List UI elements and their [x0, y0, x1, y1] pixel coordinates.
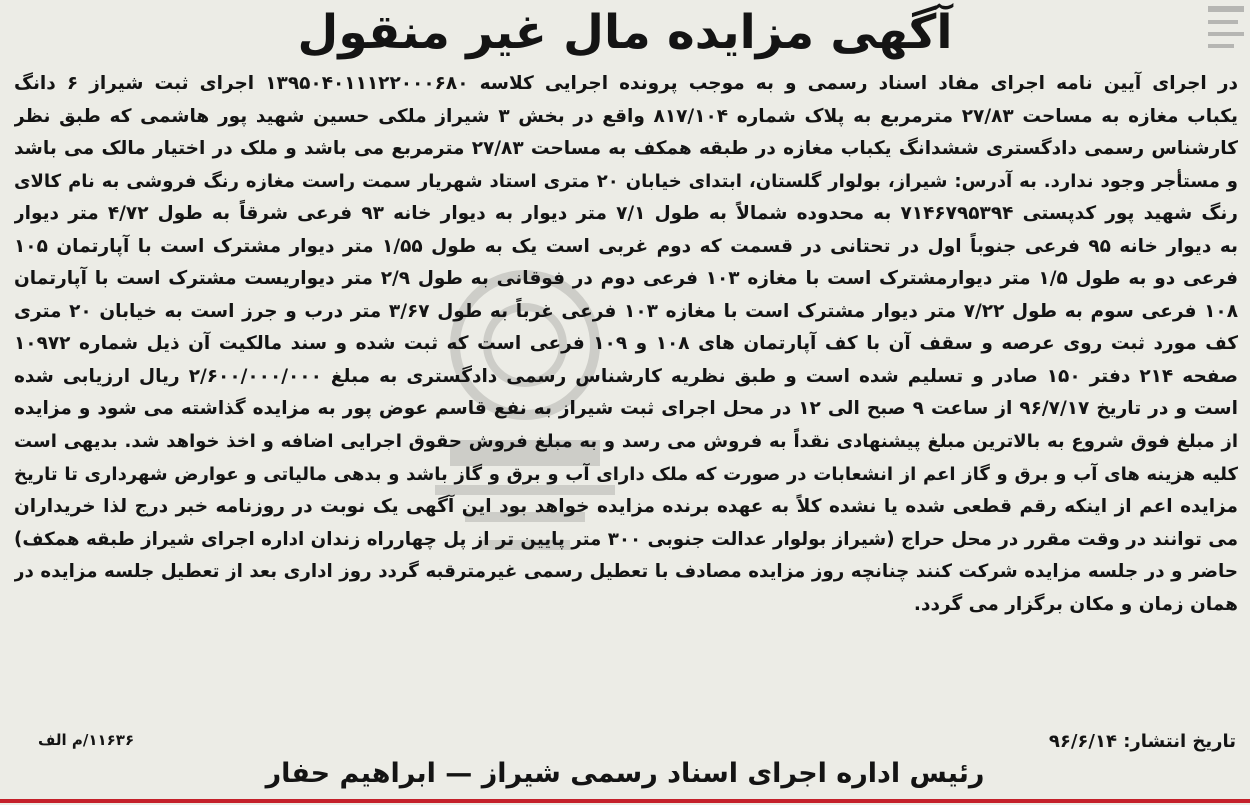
- notice-body: [14, 68, 1238, 621]
- notice-title: آگهی مزایده مال غیر منقول: [297, 5, 953, 60]
- notice-body-line: کارشناس رسمی دادگستری ششدانگ یکباب مغازه در طبقه همکف به مساحت ۲۷/۸۳ مترمربع می باشد و ملک در اختیار مالک می باشد: [14, 138, 1238, 160]
- notice-body-line: ۱۰۸ فرعی سوم به طول ۷/۲۲ متر دیوار مشترک است با مغازه ۱۰۳ فرعی غرباً به طول ۳/۶۷ متر درب و جرز است به خیابان ۲۰ متری: [14, 300, 1238, 322]
- notice-body-line: به دیوار خانه ۹۵ فرعی جنوباً اول در تحتانی در قسمت که دوم غربی است یک به طول ۱/۵۵ متر دیوار مشترک است با آپارتمان ۱۰۵: [14, 235, 1238, 257]
- notice-body-line: در اجرای آیین نامه اجرای مفاد اسناد رسمی و به موجب پرونده اجرایی کلاسه ۱۳۹۵۰۴۰۱۱۱۲۲۰۰۰۶۸۰ اجرای ثبت شیراز ۶ دانگ: [14, 73, 1238, 94]
- notice-body-line: می توانند در وقت مقرر در محل حراج (شیراز بولوار عدالت جنوبی ۳۰۰ متر پایین تر از پل چهارراه زندان اداره اجرای شیراز طبقه همکف): [14, 528, 1238, 550]
- notice-body-line: حاضر و در جلسه مزایده شرکت کنند چنانچه روز مزایده مصادف با تعطیل رسمی غیرمترقبه گردد روز اداری بعد از تعطیل جلسه مزایده در: [14, 561, 1238, 583]
- notice-body-line: همان زمان و مکان برگزار می گردد.: [913, 593, 1238, 615]
- notice-body-line: است و در تاریخ ۹۶/۷/۱۷ از ساعت ۹ صبح الی ۱۲ در محل اجرای ثبت شیراز به نفع قاسم عوض پور به مزایده گذاشته می شود و مزایده: [14, 398, 1238, 420]
- reference-number: ۱۱۶۳۶/م الف: [38, 731, 135, 749]
- notice-body-line: صفحه ۲۱۴ دفتر ۱۵۰ صادر و تسلیم شده است و طبق نظریه کارشناس رسمی دادگستری به مبلغ ۲/۶۰۰/۰۰۰/۰۰۰ ریال ارزیابی شده: [14, 365, 1238, 387]
- notice-body-line: مزایده اعم از اینکه رقم قطعی شده یا نشده کلاً به عهده برنده مزایده خواهد بود این آگهی یک نوبت در روزنامه خبر درج لذا خریداران: [14, 496, 1238, 518]
- bottom-rule: [0, 799, 1250, 803]
- notice-body-line: کف مورد ثبت روی عرصه و سقف آن با کف آپارتمان های ۱۰۸ و ۱۰۹ فرعی است که ثبت شده و سند مالکیت آن ذیل شماره ۱۰۹۷۲: [14, 333, 1238, 355]
- notice-body-line: کلیه هزینه های آب و برق و گاز اعم از انشعابات در صورت که ملک دارای آب و برق و گاز باشد و بدهی مالیاتی و عوارض شهرداری تا تاریخ: [14, 463, 1238, 485]
- notice-body-line: و مستأجر وجود ندارد. به آدرس: شیراز، بولوار گلستان، ابتدای خیابان ۲۰ متری استاد شهریار سمت راست مغازه رنگ فروشی به نام کالای: [14, 170, 1238, 192]
- notice-body-line: از مبلغ فوق شروع به بالاترین مبلغ پیشنهادی نقداً به فروش می رسد و به مبلغ فروش حقوق اجرایی اضافه و اخذ خواهد شد. بدیهی است: [14, 431, 1238, 453]
- notice-body-line: یکباب مغازه به مساحت ۲۷/۸۳ مترمربع به پلاک شماره ۸۱۷/۱۰۴ واقع در بخش ۳ شیراز ملکی حسین شهید پور هاشمی که طبق نظر: [14, 105, 1238, 127]
- signature-line: رئیس اداره اجرای اسناد رسمی شیراز — ابراهیم حفار: [265, 758, 985, 789]
- publication-date: تاریخ انتشار: ۹۶/۶/۱۴: [1048, 731, 1236, 752]
- notice-body-line: فرعی دو به طول ۱/۵ متر دیوارمشترک است با مغازه ۱۰۳ فرعی دوم در فوقانی به طول ۲/۹ متر دیواریست مشترک است با آپارتمان: [14, 268, 1238, 290]
- notice-body-line: رنگ شهید پور کدپستی ۷۱۴۶۷۹۵۳۹۴ به محدوده شمالاً به طول ۷/۱ متر دیوار به دیوار خانه ۹۳ فرعی شرقاً به طول ۴/۷۲ متر دیوار: [14, 203, 1238, 225]
